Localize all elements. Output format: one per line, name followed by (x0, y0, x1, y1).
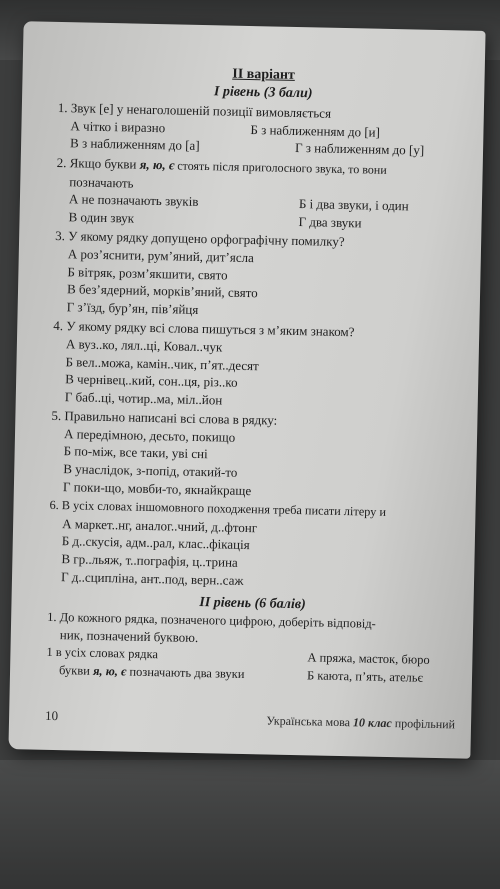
series-label (266, 713, 455, 732)
question-stem: 1. Звук [е] у ненаголошеній позиції вимовляється (57, 100, 332, 121)
series-suffix: профільний (391, 716, 456, 732)
question-stem: 5. Правильно написані всі слова в рядку: (51, 408, 278, 428)
question-6 (48, 497, 460, 594)
row-1-right: А пряжа, масток, бюро (307, 650, 430, 667)
level2-title: ІІ рівень (6 балів) (199, 595, 306, 613)
option-c: В без’ядерний, морків’яний, свято (66, 281, 258, 301)
book-page (8, 21, 485, 759)
option-d: Г з наближенням до [у] (294, 140, 425, 159)
stem-letters: я, ю, є (139, 156, 175, 173)
background-bottom (0, 760, 500, 889)
task-line-2: ник, позначений буквою. (59, 627, 199, 646)
option-c: В унаслідок, з-попід, отакий-то (63, 461, 238, 480)
question-4 (52, 317, 464, 414)
option-b: Б вел..можа, камін..чик, п’ят..десят (65, 353, 259, 373)
question-3 (54, 227, 466, 324)
option-b: Б і два звуки, і один (298, 196, 409, 214)
question-5 (50, 407, 462, 504)
task-line-1: 1. До кожного рядка, позначеного цифрою, доберіть відповід- (47, 609, 376, 631)
question-stem: 4. У якому рядку всі слова пишуться з м’яким знаком? (53, 318, 355, 340)
variant-title: ІІ варіант (232, 66, 296, 83)
option-d: Г поки-що, мовби-то, якнайкраще (62, 478, 252, 498)
level1-title: І рівень (3 бали) (213, 83, 313, 101)
option-c: В один звук (68, 208, 135, 226)
row-2-prefix: букви (58, 662, 94, 678)
question-1 (57, 99, 468, 160)
option-a: А передімною, десьто, покищо (63, 426, 236, 445)
option-a: А маркет..нг, аналог..чний, д..фтонг (62, 516, 258, 536)
page-content (46, 62, 469, 688)
option-d: Г з’їзд, бур’ян, пів’яйця (66, 298, 199, 317)
grade-label: 10 клас (352, 715, 392, 731)
page-footer (45, 708, 455, 733)
row-1-left: 1 в усіх словах рядка (46, 644, 159, 662)
question-stem: 3. У якому рядку допущено орфографічну помилку? (55, 228, 345, 250)
option-d: Г д..сципліна, ант..под, верн..саж (60, 568, 244, 588)
level2-section (46, 591, 458, 688)
option-c: В чернівец..кий, сон..ця, різ..ко (65, 371, 238, 390)
option-c: В з наближенням до [а] (69, 135, 200, 154)
option-b: Б д..скусія, адм..рал, клас..фікація (61, 533, 250, 553)
option-a: А чітко і виразно (70, 118, 166, 136)
option-a: А роз’яснити, рум’яний, дит’ясла (67, 246, 254, 266)
option-d: Г баб..ці, чотир..ма, міл..йон (64, 388, 223, 408)
option-a: А не позначають звуків (68, 191, 199, 210)
page-number: 10 (44, 707, 59, 724)
row-2-letters: я, ю, є (92, 663, 127, 679)
option-d: Г два звуки (298, 213, 362, 231)
question-stem: 6. В усіх словах іншомовного походження треба писати літеру и (49, 498, 387, 520)
question-stem-continued: позначають (69, 173, 134, 191)
option-b: Б вітряк, розм’якшити, свято (67, 263, 228, 283)
row-2-suffix: позначають два звуки (126, 664, 245, 681)
option-b: Б по-між, все таки, уві сні (63, 443, 208, 462)
option-a: А вуз..ко, лял..ці, Ковал..чук (65, 336, 223, 355)
question-2 (55, 154, 466, 234)
stem-suffix: стоять після приголосного звука, то вони (174, 158, 387, 177)
series-prefix: Українська мова (266, 713, 354, 730)
row-2-right: Б каюта, п’ять, ательє (306, 667, 424, 685)
option-c: В гр..льяж, т..пографія, ц..трина (61, 551, 238, 570)
stem-prefix: 2. Якщо букви (56, 154, 140, 172)
option-b: Б з наближенням до [и] (250, 121, 381, 140)
